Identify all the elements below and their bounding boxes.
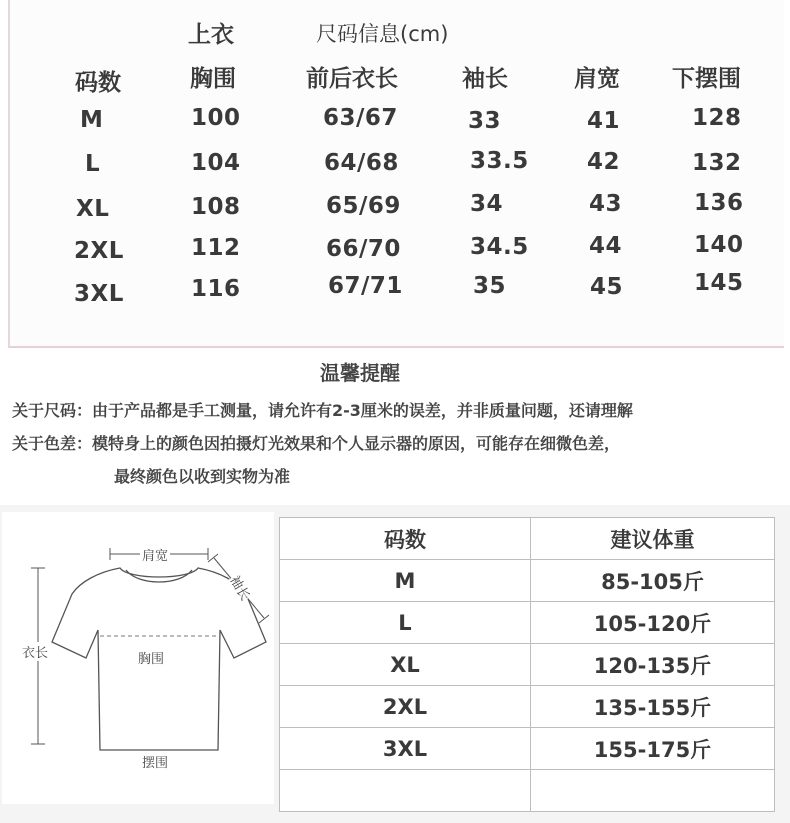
shoulder-label: 肩宽 (140, 545, 170, 564)
shoulder-cell: 41 (587, 108, 621, 134)
shoulder-cell: 43 (589, 191, 623, 217)
length-cell: 67/71 (328, 273, 403, 299)
sleeve-cell: 34 (470, 191, 504, 217)
weight-cell: 85-105斤 (531, 560, 775, 602)
length-cell: 63/67 (323, 105, 398, 131)
shoulder-cell: 44 (589, 233, 623, 259)
size-cell: XL (280, 644, 531, 686)
length-cell: 65/69 (326, 193, 401, 219)
header-weight: 建议体重 (531, 518, 775, 560)
size-cell: L (280, 602, 531, 644)
size-cell: 2XL (280, 686, 531, 728)
size-cell: 3XL (280, 728, 531, 770)
hem-cell: 140 (694, 232, 744, 258)
table-row (280, 728, 775, 770)
length-cell: 64/68 (324, 150, 399, 176)
size-cell: L (85, 151, 101, 177)
table-row (280, 602, 775, 644)
hem-cell: 145 (694, 270, 744, 296)
size-cell: M (280, 560, 531, 602)
sleeve-cell: 34.5 (470, 234, 529, 260)
sleeve-label: 袖长 (226, 571, 255, 603)
shoulder-cell: 45 (590, 274, 624, 300)
header-size: 码数 (75, 70, 121, 96)
weight-cell: 135-155斤 (531, 686, 775, 728)
chest-cell: 112 (191, 235, 241, 261)
size-cell (280, 770, 531, 812)
chest-cell: 104 (191, 150, 241, 176)
notes-title: 温馨提醒 (320, 361, 400, 385)
weight-table (279, 517, 775, 812)
header-sleeve: 袖长 (462, 66, 508, 92)
sleeve-cell: 33 (468, 108, 502, 134)
shoulder-cell: 42 (587, 149, 621, 175)
table-row (280, 560, 775, 602)
sleeve-cell: 35 (473, 273, 507, 299)
length-cell: 66/70 (326, 236, 401, 262)
weight-cell: 120-135斤 (531, 644, 775, 686)
header-shoulder: 肩宽 (574, 66, 620, 92)
table-row (280, 644, 775, 686)
weight-cell: 105-120斤 (531, 602, 775, 644)
hem-cell: 128 (692, 105, 742, 131)
header-length: 前后衣长 (306, 66, 398, 92)
weight-cell: 155-175斤 (531, 728, 775, 770)
chest-cell: 116 (191, 276, 241, 302)
hem-label: 摆围 (142, 756, 169, 771)
table-header-row (280, 518, 775, 560)
size-cell: 3XL (74, 281, 124, 307)
length-label: 衣长 (22, 642, 48, 661)
hem-cell: 132 (692, 150, 742, 176)
chest-cell: 100 (191, 105, 241, 131)
size-cell: XL (76, 196, 110, 222)
chest-label: 胸围 (138, 652, 165, 667)
weight-cell (531, 770, 775, 812)
group-label: 上衣 (188, 22, 234, 48)
header-size: 码数 (280, 518, 531, 560)
chest-cell: 108 (191, 194, 241, 220)
hem-cell: 136 (694, 190, 744, 216)
table-row (280, 686, 775, 728)
header-hem: 下摆围 (672, 66, 741, 92)
color-note-line-1: 关于色差：模特身上的颜色因拍摄灯光效果和个人显示器的原因，可能存在细微色差， (12, 434, 621, 453)
header-chest: 胸围 (190, 66, 236, 92)
table-row (280, 770, 775, 812)
size-cell: 2XL (74, 238, 124, 264)
color-note-line-2: 最终颜色以收到实物为准 (114, 467, 291, 486)
size-cell: M (80, 107, 104, 133)
sleeve-cell: 33.5 (470, 148, 529, 174)
garment-diagram (2, 512, 274, 804)
size-note: 关于尺码：由于产品都是手工测量，请允许有2-3厘米的误差，并非质量问题，还请理解 (12, 401, 633, 420)
chart-title: 尺码信息(cm) (316, 22, 449, 46)
